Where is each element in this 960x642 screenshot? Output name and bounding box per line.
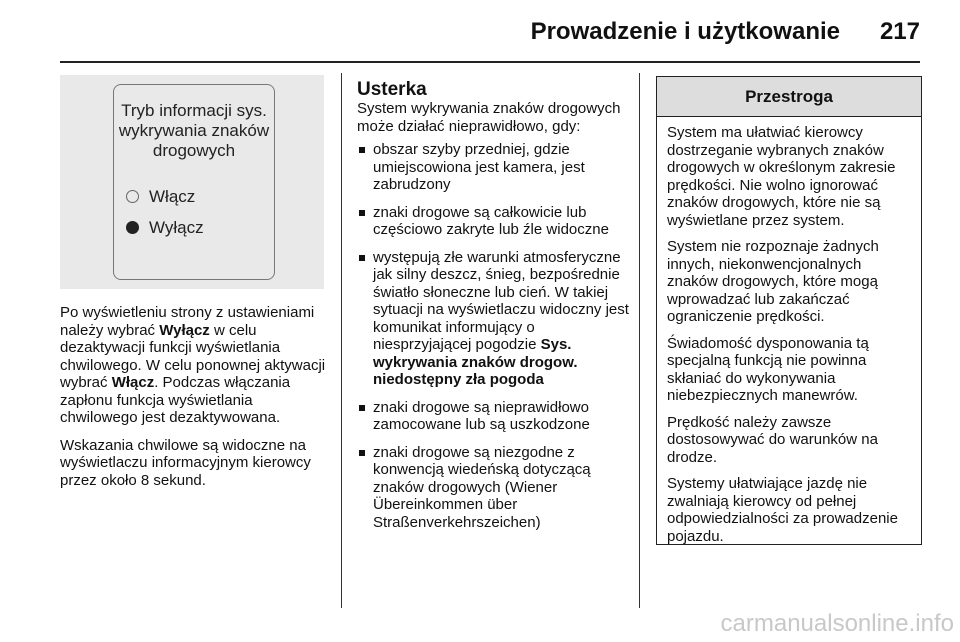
option-on-label: Włącz [149,187,196,206]
warning-paragraph: System nie rozpoznaje żadnych innych, niekonwencjonalnych znaków drogowych, które mogą wprowadzać lub zakańczać ograniczenie prędkości. [667,238,879,325]
display-screen [113,84,275,280]
warning-body [657,117,921,545]
list-item: znaki drogowe są całkowicie lub częściowo zakryte lub źle widoczne [357,204,629,239]
warning-paragraph: Systemy ułatwiające jazdę nie zwalniają kierowcy od pełnej odpowiedzialności za prowadzenie pojazdu. [667,475,898,545]
warning-paragraph: Prędkość należy zawsze dostosowywać do warunków na drodze. [667,413,878,466]
column-divider-left [341,73,342,608]
text-run: występują złe warunki atmosferyczne jak silny deszcz, śnieg, bezpośrednie światło słoneczne lub cień. W takiej sytuacji na wyświetlaczu widoczny jest komunikat informujący o niesprzyjającej pogodzie [373,248,629,353]
middle-column [357,80,629,541]
radio-empty-icon [126,190,139,203]
left-column [60,304,328,499]
header-rule [60,61,920,63]
display-illustration [60,75,324,289]
intro-paragraph: System wykrywania znaków drogowych może działać nieprawidłowo, gdy: [357,100,621,135]
bold-run: Włącz [111,374,155,391]
option-off [126,218,204,238]
list-item: obszar szyby przedniej, gdzie umiejscowiona jest kamera, jest zabrudzony [357,141,629,194]
warning-title: Przestroga [657,77,921,117]
list-item [357,249,629,389]
list-item: znaki drogowe są niezgodne z konwencją wiedeńską dotyczącą znaków drogowych (Wiener Übereinkommen über Straßenverkehrszeichen) [357,444,629,532]
screen-title: Tryb informacji sys. wykrywania znaków drogowych [118,101,270,160]
page-header-title: Prowadzenie i użytkowanie [530,18,840,45]
column-divider-right [639,73,640,608]
radio-filled-icon [126,221,139,234]
section-heading: Usterka [357,79,427,100]
list-item: znaki drogowe są nieprawidłowo zamocowane lub są uszkodzone [357,399,629,434]
warning-paragraph: Świadomość dysponowania tą specjalną funkcją nie powinna skłaniać do wykonywania niebezpiecznych manewrów. [667,334,869,404]
text-run: w celu dezaktywacji funkcji wyświetlania chwilowego. W celu ponownej aktywacji wybrać [60,321,326,391]
option-off-label: Wyłącz [149,218,204,237]
left-paragraph-2: Wskazania chwilowe są widoczne na wyświetlaczu informacyjnym kierowcy przez około 8 sekund. [60,436,311,489]
page-number: 217 [879,18,920,45]
text-run: . Podczas włączania zapłonu funkcja wyświetlania chwilowego jest dezaktywowana. [60,374,291,426]
text-run: Po wyświetleniu strony z ustawieniami należy wybrać [60,304,315,339]
option-on [126,187,195,207]
bold-run: Wyłącz [159,321,210,339]
warning-box [656,76,922,545]
left-paragraph-1 [60,304,328,427]
malfunction-list [357,141,629,531]
warning-paragraph: System ma ułatwiać kierowcy dostrzeganie wybranych znaków drogowych w określonym zakresie prędkości. Nie wolno ignorować znaków drogowych, które nie są wyświetlane przez system. [667,124,896,229]
watermark: carmanualsonline.info [720,610,954,637]
bold-run: Sys. wykrywania znaków drogow. niedostępny zła pogoda [373,336,578,388]
